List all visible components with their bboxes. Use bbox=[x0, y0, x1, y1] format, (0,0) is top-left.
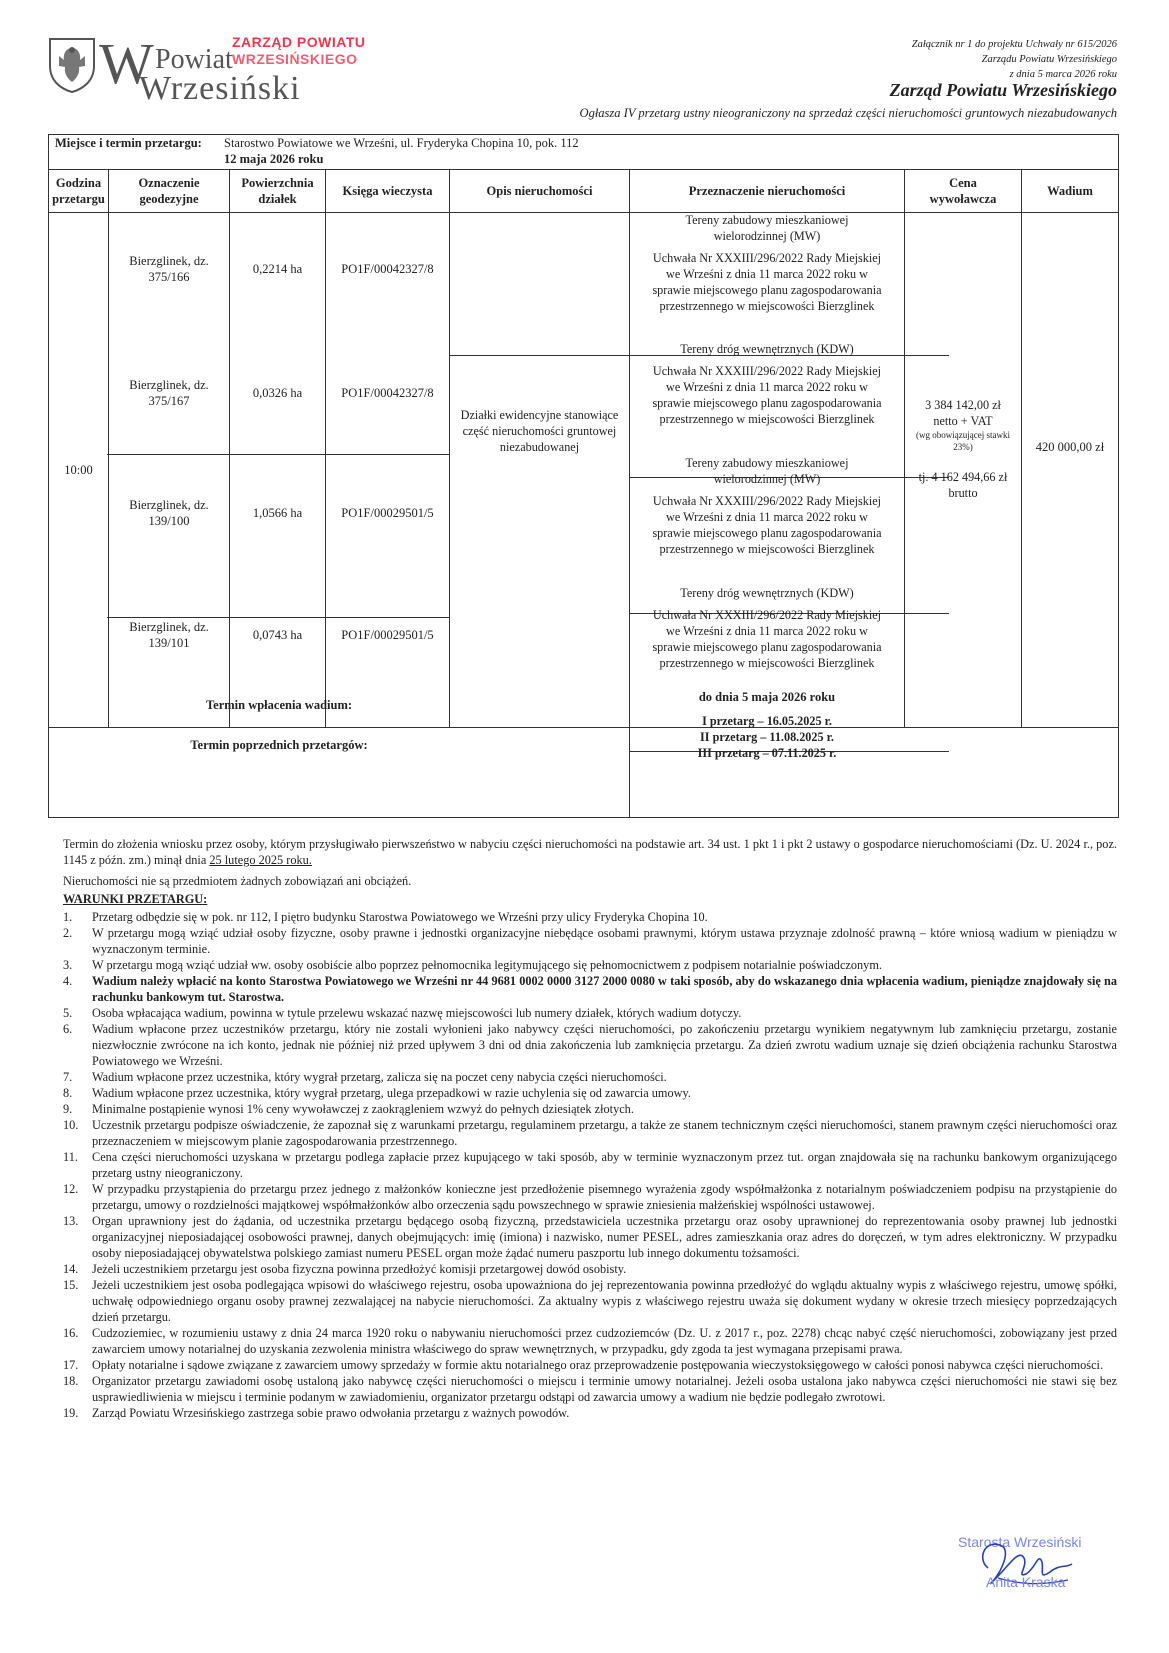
encumbrance-note: Nieruchomości nie są przedmiotem żadnych zobowiązań ani obciążeń. bbox=[63, 874, 412, 888]
previous-auctions-label: Termin poprzednich przetargów: bbox=[190, 738, 368, 752]
plot-land-register: PO1F/00029501/5 bbox=[341, 506, 434, 520]
plot-designation: Bierzglinek, dz. 139/100 bbox=[129, 498, 209, 528]
county-logo bbox=[47, 31, 377, 108]
plot-land-register: PO1F/00042327/8 bbox=[341, 386, 434, 400]
deposit-amount: 420 000,00 zł bbox=[1035, 440, 1105, 454]
col-header-land-register: Księga wieczysta bbox=[342, 184, 433, 198]
list-item: 5. Osoba wpłacająca wadium, powinna w tytule przelewu wskazać nazwę miejscowości lub numery działek, których wadium dotyczy. bbox=[63, 1006, 742, 1020]
venue-place: Starostwo Powiatowe we Wrześni, ul. Fryderyka Chopina 10, pok. 112 bbox=[224, 136, 579, 150]
list-item: 15. Jeżeli uczestnikiem jest osoba podlegająca wpisowi do właściwego rejestru, osoba upoważniona do jej reprezentowania powinna przedłożyć do wglądu aktualny wypis z właściwego rejestru, umowę spółki, uchwałę odpowiedniego organu osoby prawnej zezwalającej na nabycie nieruchomości. Za aktualny wypis z właściwego rejestru uważa się dokument wydany w okresie trzech miesięcy poprzedzających dzień przetargu. bbox=[63, 1278, 1117, 1324]
logo-initial: W bbox=[99, 31, 152, 96]
logo-text-line1: Powiat bbox=[155, 44, 233, 75]
signature-title: Starosta Wrzesiński bbox=[958, 1534, 1082, 1550]
list-item: 4. Wadium należy wpłacić na konto Starostwa Powiatowego we Wrześni nr 44 9681 0002 0000 3127 2000 0080 w taki sposób, aby do wskazanego dnia wpłacenia wadium, pieniądze znajdowały się na rachunku bankowym tut. Starostwa. bbox=[63, 974, 1117, 1004]
plot-area: 0,0743 ha bbox=[252, 628, 303, 642]
signature-name: Anita Kraska bbox=[986, 1574, 1066, 1590]
previous-auction: II przetarg – 11.08.2025 r. bbox=[700, 730, 834, 744]
list-item: 13. Organ uprawniony jest do żądania, od uczestnika przetargu będącego osobą fizyczną, przedstawiciela uczestnika przetargu oraz osoby uprawnionej do reprezentowania osoby prawnej lub jednostki organizacyjnej nieposiadającej osobowości prawnej, danych obejmujących: imię (imiona) i nazwisko, numer PESEL, adres zamieszkania oraz adres do doręczeń, w tym adres elektroniczny. W przypadku osoby nieposiadającej obywatelstwa polskiego zamiast numeru PESEL organ może żądać numeru paszportu lub innego dokumentu tożsamości. bbox=[63, 1214, 1117, 1260]
col-header-description: Opis nieruchomości bbox=[486, 184, 593, 198]
price-gross-label: brutto bbox=[948, 486, 978, 500]
stamp-line2: WRZESIŃSKIEGO bbox=[232, 51, 358, 67]
list-item: 11. Cena części nieruchomości uzyskana w przetargu podlega zapłacie przez kupującego w taki sposób, aby w terminie wyznaczonym przez tut. organ znajdowała się na rachunku bankowym organizującego przetarg ustny nieograniczony. bbox=[63, 1150, 1117, 1180]
list-item: 1. Przetarg odbędzie się w pok. nr 112, I piętro budynku Starostwa Powiatowego we Wrześni przy ulicy Fryderyka Chopina 10. bbox=[63, 910, 708, 924]
price-gross: tj. 4 162 494,66 zł bbox=[918, 470, 1008, 484]
col-header-hour: Godzina przetargu bbox=[52, 176, 105, 206]
plot-land-register: PO1F/00029501/5 bbox=[341, 628, 434, 642]
conditions-list bbox=[63, 909, 1117, 1421]
announcement: Ogłasza IV przetarg ustny nieograniczony na sprzedaż części nieruchomości gruntowych niezabudowanych bbox=[579, 106, 1117, 120]
auction-hour: 10:00 bbox=[64, 463, 93, 477]
deposit-deadline-value: do dnia 5 maja 2026 roku bbox=[698, 690, 836, 704]
plot-purpose: Tereny zabudowy mieszkaniowej wielorodzinnej (MW) bbox=[685, 213, 849, 243]
list-item: 8. Wadium wpłacone przez uczestnika, który wygrał przetarg, ulega przepadkowi w razie uchylenia się od zawarcia umowy. bbox=[63, 1086, 691, 1100]
property-description: Działki ewidencyjne stanowiące część nieruchomości gruntowej niezabudowanej bbox=[460, 408, 619, 454]
plot-land-register: PO1F/00042327/8 bbox=[341, 262, 434, 276]
previous-auction: III przetarg – 07.11.2025 r. bbox=[697, 746, 837, 760]
list-item: 12. W przypadku przystąpienia do przetargu przez jednego z małżonków konieczne jest przedłożenie pisemnego wyrażenia zgody współmałżonka z notarialnym poświadczeniem podpisu na przystąpienie do przetargu, umowy o rozdzielności majątkowej współmałżonków albo orzeczenia sądu powszechnego w sprawie zniesienia małżeńskiej wspólności ustawowej. bbox=[63, 1182, 1117, 1212]
list-item: 7. Wadium wpłacone przez uczestnika, który wygrał przetarg, zalicza się na poczet ceny nabycia części nieruchomości. bbox=[63, 1070, 667, 1084]
price-net-label: netto + VAT bbox=[933, 414, 993, 428]
plot-designation: Bierzglinek, dz. 375/166 bbox=[129, 254, 209, 284]
list-item: 3. W przetargu mogą wziąć udział ww. osoby osobiście albo poprzez pełnomocnika legitymującego się pełnomocnictwem z podpisem notarialnie poświadczonym. bbox=[63, 958, 882, 972]
plot-designation: Bierzglinek, dz. 139/101 bbox=[129, 620, 209, 650]
col-header-designation: Oznaczenie geodezyjne bbox=[138, 176, 200, 206]
list-item: 6. Wadium wpłacone przez uczestników przetargu, który nie zostali wyłonieni jako nabywcy części nieruchomości, po zakończeniu przetargu wynikiem negatywnym lub zamknięciu przetargu, zostanie niezwłocznie zwrócone na ich konto, jednak nie później niż przed upływem 3 dni od dnia zakończenia lub zamknięcia przetargu. Za dzień zwrotu wadium uznaje się dzień obciążenia rachunku Starostwa Powiatowego we Wrześni. bbox=[63, 1022, 1117, 1068]
plot-area: 0,0326 ha bbox=[252, 386, 303, 400]
col-header-area: Powierzchnia działek bbox=[241, 176, 314, 206]
price-net: 3 384 142,00 zł bbox=[925, 398, 1001, 412]
conditions-title: WARUNKI PRZETARGU: bbox=[63, 892, 208, 906]
signature-stamp bbox=[948, 1524, 1118, 1620]
attachment-ref-line1: Załącznik nr 1 do projektu Uchwały nr 615/2026 bbox=[911, 39, 1117, 50]
priority-note-text: Termin do złożenia wniosku przez osoby, którym przysługiwało pierwszeństwo w nabyciu części nieruchomości na podstawie art. 34 ust. 1 pkt 1 i pkt 2 ustawy o gospodarce nieruchomościami (Dz. U. 2024 r., poz. 1145 z późn. zm.) minął dnia bbox=[63, 837, 1117, 867]
previous-auction: I przetarg – 16.05.2025 r. bbox=[702, 714, 832, 728]
attachment-ref-line3: z dnia 5 marca 2026 roku bbox=[1009, 69, 1117, 80]
plot-resolution: Uchwała Nr XXXIII/296/2022 Rady Miejskiej we Wrześni z dnia 11 marca 2022 roku w sprawie miejscowego planu zagospodarowania przestrzennego w miejscowości Bierzglinek bbox=[652, 364, 882, 426]
list-item: 18. Organizator przetargu zawiadomi osobę ustaloną jako nabywcę części nieruchomości o miejscu i terminie umowy notarialnej. Jeżeli osoba ustalona jako nabywca części nieruchomości nie stawi się bez usprawiedliwienia w miejscu i terminie podanym w zawiadomieniu, organizator przetargu odstąpi od zawarcia umowy a wadium nie będzie podlegało zwrotowi. bbox=[63, 1374, 1117, 1404]
attachment-ref-line2: Zarządu Powiatu Wrzesińskiego bbox=[981, 54, 1117, 65]
priority-note bbox=[63, 836, 1117, 868]
list-item: 10. Uczestnik przetargu podpisze oświadczenie, że zapoznał się z warunkami przetargu, regulaminem przetargu, a także ze stanem technicznym części nieruchomości, stanem prawnym części nieruchomości oraz przeznaczeniem w miejscowym planie zagospodarowania przestrzennego. bbox=[63, 1118, 1117, 1148]
plot-purpose: Tereny zabudowy mieszkaniowej wielorodzinnej (MW) bbox=[685, 456, 849, 486]
plot-resolution: Uchwała Nr XXXIII/296/2022 Rady Miejskiej we Wrześni z dnia 11 marca 2022 roku w sprawie miejscowego planu zagospodarowania przestrzennego w miejscowości Bierzglinek bbox=[652, 251, 882, 313]
venue-label: Miejsce i termin przetargu: bbox=[55, 136, 202, 150]
plot-area: 0,2214 ha bbox=[252, 262, 303, 276]
priority-note-date: 25 lutego 2025 roku. bbox=[209, 853, 312, 867]
plot-resolution: Uchwała Nr XXXIII/296/2022 Rady Miejskiej we Wrześni z dnia 11 marca 2022 roku w sprawie miejscowego planu zagospodarowania przestrzennego w miejscowości Bierzglinek bbox=[652, 608, 882, 670]
list-item: 2. W przetargu mogą wziąć udział osoby fizyczne, osoby prawne i jednostki organizacyjne niebędące osobami prawnymi, którym ustawa przyznaje zdolność prawną – które wniosą wadium w pieniądzu w wyznaczonym terminie. bbox=[63, 926, 1117, 956]
deposit-deadline-label: Termin wpłacenia wadium: bbox=[205, 698, 353, 712]
list-item: 17. Opłaty notarialne i sądowe związane z zawarciem umowy sprzedaży w formie aktu notarialnego oraz przeprowadzenie postępowania wieczystoksięgowego w całości ponosi nabywca części nieruchomości. bbox=[63, 1358, 1104, 1372]
coat-of-arms-icon bbox=[47, 36, 97, 94]
list-item: 9. Minimalne postąpienie wynosi 1% ceny wywoławczej z zaokrągleniem wzwyż do pełnych dziesiątek złotych. bbox=[63, 1102, 634, 1116]
auction-table bbox=[48, 134, 1119, 818]
plot-area: 1,0566 ha bbox=[252, 506, 303, 520]
logo-text-line2: Wrzesiński bbox=[139, 70, 301, 107]
list-item: 19. Zarząd Powiatu Wrzesińskiego zastrzega sobie prawo odwołania przetargu z ważnych powodów. bbox=[63, 1406, 570, 1420]
plot-purpose: Tereny dróg wewnętrznych (KDW) bbox=[680, 586, 854, 600]
list-item: 16. Cudzoziemiec, w rozumieniu ustawy z dnia 24 marca 1920 roku o nabywaniu nieruchomości przez cudzoziemców (Dz. U. z 2017 r., poz. 2278) chcąc nabyć część nieruchomości, zobowiązany jest przed zawarciem umowy notarialnej do uzyskania zezwolenia ministra właściwego do spraw wewnętrznych, w przypadku, gdy zgoda ta jest wymagana przepisami prawa. bbox=[63, 1326, 1117, 1356]
col-header-deposit: Wadium bbox=[1047, 184, 1093, 198]
venue-date: 12 maja 2026 roku bbox=[224, 152, 324, 166]
col-header-purpose: Przeznaczenie nieruchomości bbox=[688, 184, 846, 198]
org-title: Zarząd Powiatu Wrzesińskiego bbox=[889, 80, 1117, 100]
plot-designation: Bierzglinek, dz. 375/167 bbox=[129, 378, 209, 408]
plot-resolution: Uchwała Nr XXXIII/296/2022 Rady Miejskiej we Wrześni z dnia 11 marca 2022 roku w sprawie miejscowego planu zagospodarowania przestrzennego w miejscowości Bierzglinek bbox=[652, 494, 882, 556]
col-header-price: Cena wywoławcza bbox=[929, 176, 997, 206]
price-vat-note: (wg obowiązującej stawki 23%) bbox=[916, 430, 1010, 452]
stamp-line1: ZARZĄD POWIATU bbox=[232, 34, 366, 50]
plot-purpose: Tereny dróg wewnętrznych (KDW) bbox=[680, 342, 854, 356]
list-item: 14. Jeżeli uczestnikiem przetargu jest osoba fizyczna powinna przedłożyć komisji przetargowej dowód osobisty. bbox=[63, 1262, 627, 1276]
